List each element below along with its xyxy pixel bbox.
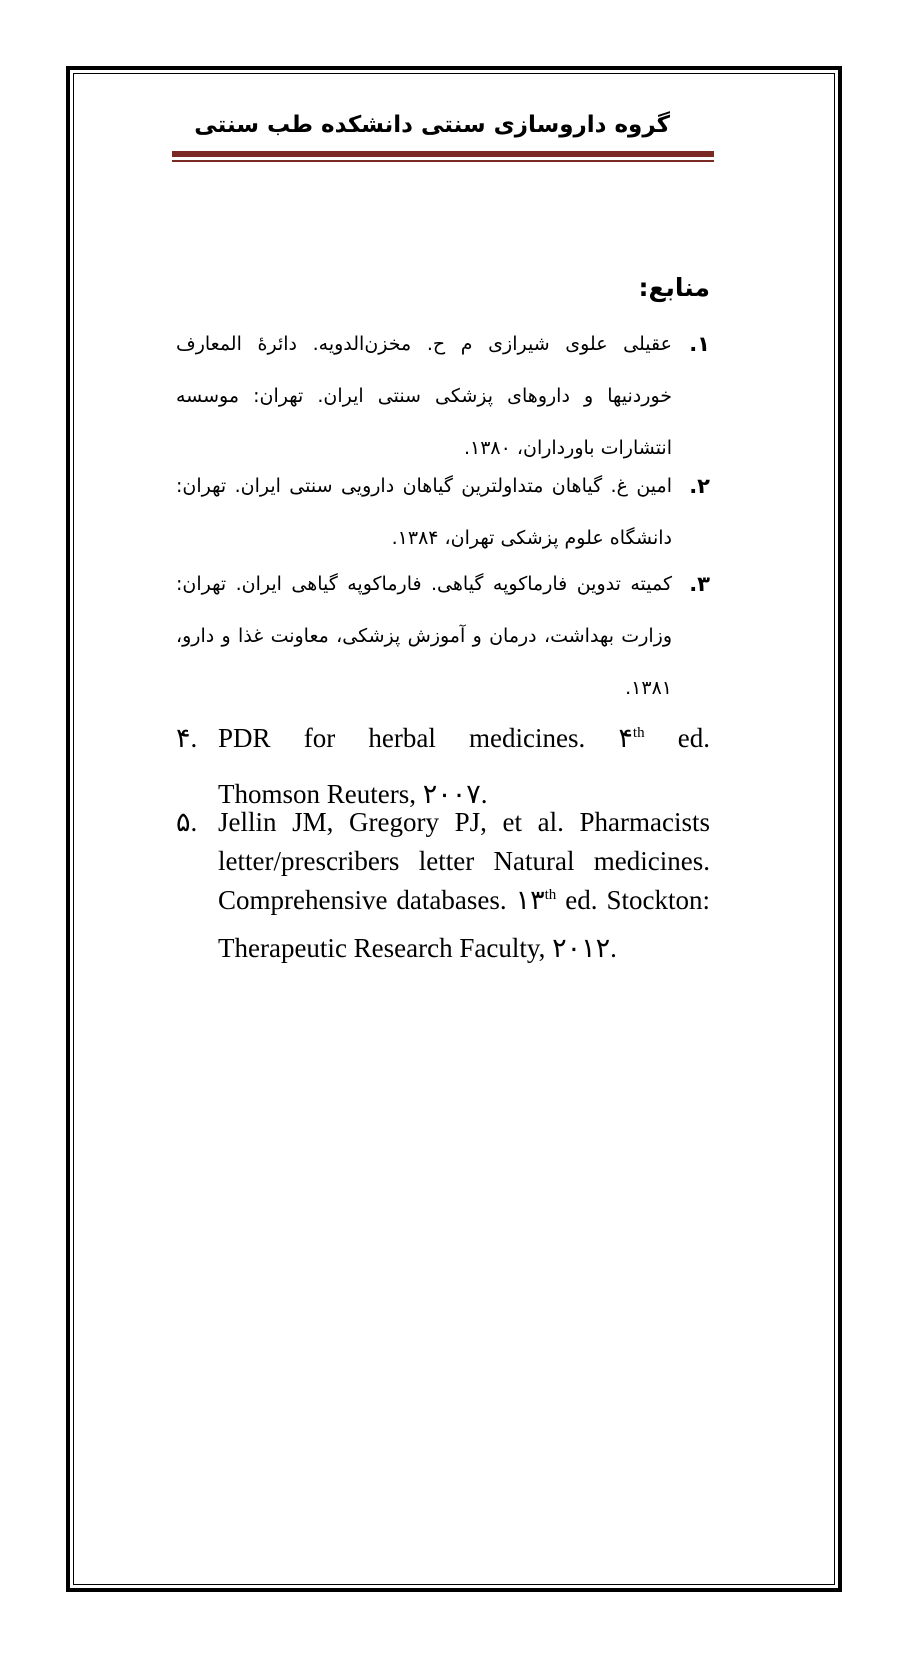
edition-number: ۴ — [618, 723, 633, 753]
references-heading: منابع: — [638, 273, 710, 302]
reference-number: ۲. — [689, 474, 710, 498]
reference-line-2: Thomson Reuters, ۲۰۰۷. — [218, 779, 488, 809]
reference-item-1 — [176, 318, 710, 474]
edition-label: ed. — [644, 723, 711, 753]
reference-body — [218, 803, 710, 920]
reference-text: کمیته تدوین فارماکوپه گیاهی. فارماکوپه گیاهی ایران. تهران: وزارت بهداشت، درمان و آموزش پزشکی، معاونت غذا و دارو، ۱۳۸۱. — [176, 573, 672, 699]
edition-suffix: th — [544, 887, 557, 903]
reference-item-4 — [176, 710, 710, 810]
edition-suffix: th — [632, 725, 645, 741]
reference-number: ۳. — [689, 572, 710, 596]
reference-text — [218, 803, 710, 976]
header-divider — [172, 151, 714, 157]
reference-number: ۱. — [689, 332, 710, 356]
edition-number: ۱۳ — [515, 885, 545, 915]
reference-last-line: Therapeutic Research Faculty, ۲۰۱۲. — [218, 933, 617, 963]
reference-text: امین غ. گیاهان متداولترین گیاهان دارویی سنتی ایران. تهران: دانشگاه علوم پزشکی تهران، ۱۳۸۴. — [176, 475, 672, 549]
reference-item-2 — [176, 460, 710, 564]
reference-number: ۴. — [176, 723, 198, 753]
reference-item-5 — [176, 803, 710, 1003]
reference-title: PDR for herbal medicines. — [218, 723, 619, 753]
reference-item-3 — [176, 558, 710, 714]
reference-line-1 — [218, 710, 710, 766]
header-divider-thin — [172, 160, 714, 162]
header-title: گروه داروسازی سنتی دانشکده طب سنتی — [194, 112, 670, 138]
reference-text: عقیلی علوی شیرازی م ح. مخزن‌الدویه. دائرهٔ المعارف خوردنیها و داروهای پزشکی سنتی ایران. تهران: موسسه انتشارات باورداران، ۱۳۸۰. — [176, 333, 672, 459]
reference-authors-title: Jellin JM, Gregory PJ, et al. Pharmacists letter/prescribers letter Natural medicines. Comprehensive databases. — [218, 807, 710, 915]
reference-number: ۵. — [176, 807, 198, 837]
publisher-place: ed. Stockton: — [556, 885, 710, 915]
